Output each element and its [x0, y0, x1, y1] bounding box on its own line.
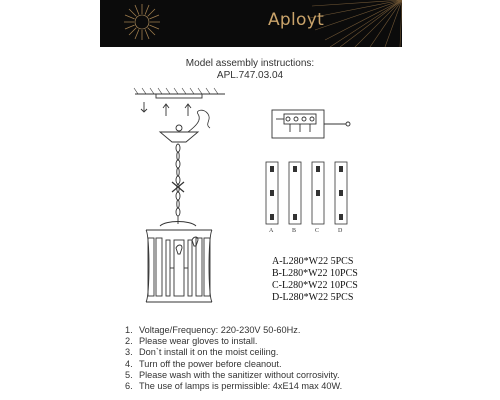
piece-label-c: C — [315, 228, 320, 234]
chandelier-frame — [146, 230, 212, 302]
piece-spec-d: D-L280*W22 5PCS — [272, 292, 354, 303]
mounting-plate — [156, 94, 202, 98]
piece-spec-b: B-L280*W22 10PCS — [272, 268, 358, 279]
model-number: APL.747.03.04 — [216, 70, 284, 81]
wiring-diagram — [272, 110, 350, 138]
piece-label-b: B — [292, 228, 297, 234]
chain — [176, 144, 180, 216]
list-item: 1. Voltage/Frequency: 220-230V 50-60Hz. — [125, 325, 301, 335]
list-item: 6. The use of lamps is permissible: 4xE14 max 40W. — [125, 381, 343, 392]
list-item: 5. Please wash with the sanitizer without corrosivity. — [125, 369, 340, 380]
piece-label-a: A — [269, 228, 274, 234]
list-item: 4. Turn off the power before cleanout. — [125, 358, 282, 369]
list-item: 2. Please wear gloves to install. — [125, 336, 258, 347]
list-item: 3. Don`t install it on the moist ceiling. — [125, 347, 279, 358]
page-title: Model assembly instructions: — [185, 58, 315, 69]
piece-spec-a: A-L280*W22 5PCS — [272, 256, 354, 267]
glass-strips — [266, 162, 347, 224]
ceiling-hatch — [134, 88, 218, 94]
instructions-list — [125, 325, 342, 392]
brand-logo-text: Aployt — [268, 10, 325, 30]
canopy — [160, 132, 198, 142]
piece-label-d: D — [338, 228, 343, 234]
piece-spec-c: C-L280*W22 10PCS — [272, 280, 358, 291]
